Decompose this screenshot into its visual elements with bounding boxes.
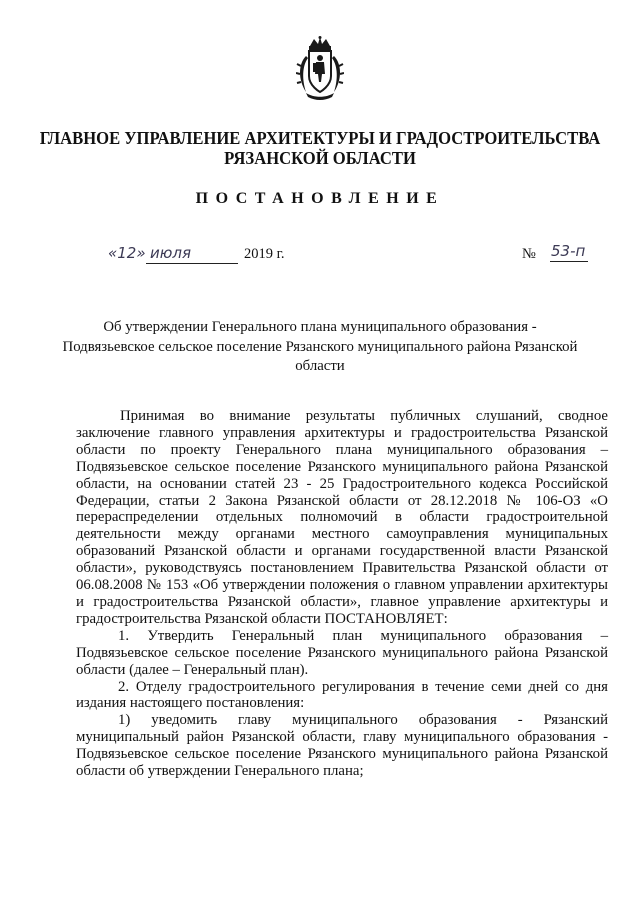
date-day: «12» bbox=[108, 244, 146, 262]
document-type-heading: ПОСТАНОВЛЕНИЕ bbox=[195, 190, 445, 207]
date-underline bbox=[146, 263, 238, 264]
date-number-line bbox=[106, 244, 586, 268]
org-name-line-1: ГЛАВНОЕ УПРАВЛЕНИЕ АРХИТЕКТУРЫ И ГРАДОСТРОИТЕЛЬСТВА bbox=[39, 128, 601, 148]
preamble-paragraph: Принимая во внимание результаты публичных слушаний, сводное заключение главного управления архитектуры и градостроительства Рязанской области по проекту Генерального плана муниципального образования – Подвязьевское сельское поселение Рязанского муниципального района Рязанской области, на основании статей 23 - 25 Градостроительного кодекса Российской Федерации, статьи 2 Закона Рязанской области от 28.12.2018 № 106-ОЗ «О перераспределении отдельных полномочий в области градостроительной деятельности между органами местного самоуправления муниципальных образований Рязанской области и органами государственной власти Рязанской области», руководствуясь постановлением Правительства Рязанской области от 06.08.2008 № 153 «Об утверждении положения о главном управлении архитектуры и градостроительства Рязанской области», главное управление архитектуры и градостроительства Рязанской области ПОСТАНОВЛЯЕТ: bbox=[76, 408, 608, 627]
date-year: 2019 г. bbox=[244, 246, 285, 262]
coat-of-arms-icon bbox=[296, 36, 344, 102]
org-name-line-2: РЯЗАНСКОЙ ОБЛАСТИ bbox=[224, 148, 416, 168]
item-1-paragraph: 1. Утвердить Генеральный план муниципального образования – Подвязьевское сельское поселение Рязанского муниципального района Рязанской области (далее – Генеральный план). bbox=[76, 627, 608, 678]
number-value: 53-п bbox=[551, 242, 586, 260]
document-body bbox=[76, 408, 608, 780]
document-title: Об утверждении Генерального плана муниципального образования - Подвязьевское сельское поселение Рязанского муниципального района Рязанской области bbox=[62, 319, 578, 374]
number-underline bbox=[550, 261, 588, 262]
number-label: № bbox=[522, 246, 536, 262]
item-2-paragraph: 2. Отделу градостроительного регулирования в течение семи дней со дня издания настоящего постановления: bbox=[76, 678, 608, 712]
date-month: июля bbox=[150, 244, 191, 262]
item-2-1-paragraph: 1) уведомить главу муниципального образования - Рязанский муниципальный район Рязанской области, главу муниципального образования - Подвязьевское сельское поселение Рязанского муниципального района Рязанской области об утверждении Генерального плана; bbox=[76, 712, 608, 780]
